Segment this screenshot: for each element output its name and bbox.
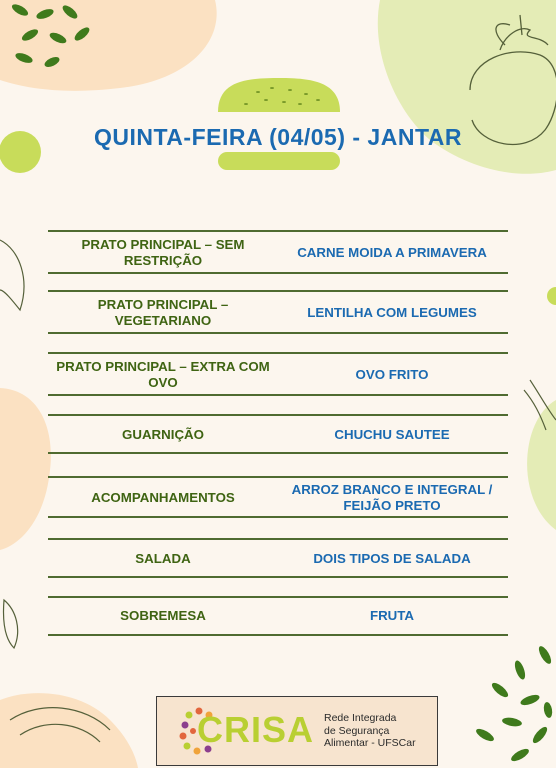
menu-label: GUARNIÇÃO (122, 427, 204, 442)
menu-row (48, 290, 508, 334)
crisa-subtitle (324, 712, 416, 750)
menu-value: FRUTA (369, 608, 415, 623)
menu-row (48, 414, 508, 454)
crisa-subtitle-line: Rede Integrada (324, 712, 397, 724)
menu-label: ACOMPANHAMENTOS (91, 490, 235, 505)
menu-label: PRATO PRINCIPAL – VEGETARIANO (97, 297, 229, 328)
menu-row (48, 596, 508, 636)
row-divider (48, 516, 508, 540)
menu-value: CARNE MOIDA A PRIMAVERA (297, 245, 487, 260)
crisa-logo-text: CRISA (197, 709, 315, 750)
menu-row (48, 476, 508, 518)
menu-value: DOIS TIPOS DE SALADA (313, 551, 471, 566)
row-divider (48, 576, 508, 598)
menu-row (48, 352, 508, 396)
menu-value: CHUCHU SAUTEE (334, 427, 450, 442)
menu-value: ARROZ BRANCO E INTEGRAL / FEIJÃO PRETO (291, 482, 493, 513)
menu-value: LENTILHA COM LEGUMES (307, 305, 477, 320)
menu-value: OVO FRITO (355, 367, 429, 382)
crisa-subtitle-line: de Segurança (324, 724, 390, 737)
menu-label: PRATO PRINCIPAL – EXTRA COM OVO (56, 359, 270, 390)
menu-label: PRATO PRINCIPAL – SEM RESTRIÇÃO (81, 237, 245, 268)
crisa-subtitle-line: Alimentar - UFSCar (324, 737, 416, 749)
menu-label: SOBREMESA (120, 608, 206, 623)
row-divider (48, 394, 508, 416)
menu-row (48, 230, 508, 274)
menu-row (48, 538, 508, 578)
crisa-logo-box (156, 696, 438, 766)
row-divider (48, 332, 508, 354)
row-divider (48, 452, 508, 478)
menu-label: SALADA (135, 551, 191, 566)
page-title: QUINTA-FEIRA (04/05) - JANTAR (93, 124, 463, 150)
row-divider (48, 272, 508, 292)
